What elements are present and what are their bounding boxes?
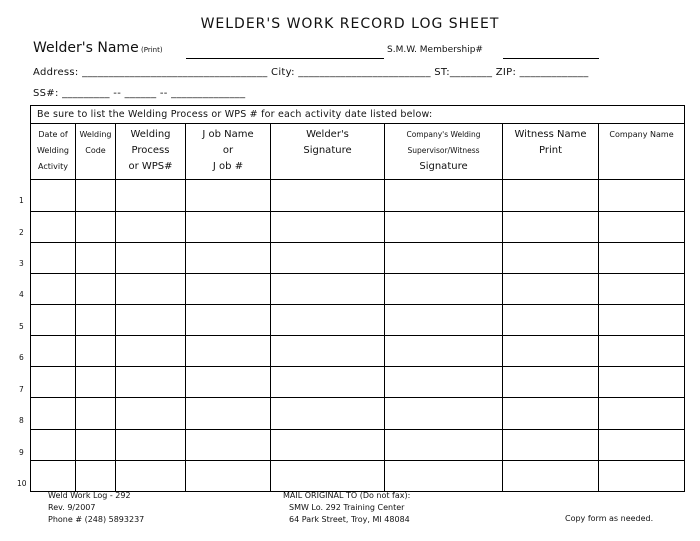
cell-company-name[interactable] bbox=[599, 180, 685, 211]
cell-job[interactable] bbox=[186, 398, 271, 429]
cell-job[interactable] bbox=[186, 305, 271, 336]
cell-job[interactable] bbox=[186, 336, 271, 367]
cell-supervisor-signature[interactable] bbox=[385, 429, 503, 460]
cell-job[interactable] bbox=[186, 211, 271, 242]
table-row bbox=[31, 242, 685, 273]
cell-process[interactable] bbox=[116, 211, 186, 242]
cell-process[interactable] bbox=[116, 460, 186, 491]
table-row bbox=[31, 273, 685, 304]
table-row bbox=[31, 336, 685, 367]
cell-witness-name[interactable] bbox=[503, 367, 599, 398]
row-number: 5 bbox=[19, 322, 24, 331]
cell-code[interactable] bbox=[76, 180, 116, 211]
cell-code[interactable] bbox=[76, 211, 116, 242]
cell-supervisor-signature[interactable] bbox=[385, 305, 503, 336]
cell-process[interactable] bbox=[116, 180, 186, 211]
cell-witness-name[interactable] bbox=[503, 273, 599, 304]
col-header-date: Date of Welding Activity bbox=[31, 124, 76, 180]
mail-recipient: SMW Lo. 292 Training Center bbox=[289, 503, 405, 512]
cell-witness-name[interactable] bbox=[503, 460, 599, 491]
table-row bbox=[31, 211, 685, 242]
ss-line[interactable]: SS#: _________ -- ______ -- ______________ bbox=[33, 88, 246, 99]
cell-code[interactable] bbox=[76, 429, 116, 460]
cell-welder-signature[interactable] bbox=[271, 429, 385, 460]
mail-instruction: MAIL ORIGINAL TO (Do not fax): bbox=[283, 491, 411, 500]
work-record-table bbox=[30, 105, 685, 492]
cell-process[interactable] bbox=[116, 242, 186, 273]
col-header-job: J ob Name or J ob # bbox=[186, 124, 271, 180]
cell-supervisor-signature[interactable] bbox=[385, 460, 503, 491]
cell-date[interactable] bbox=[31, 242, 76, 273]
cell-code[interactable] bbox=[76, 273, 116, 304]
table-row bbox=[31, 460, 685, 491]
col-header-supervisor-signature: Company's Welding Supervisor/Witness Signature bbox=[385, 124, 503, 180]
col-header-company-name: Company Name bbox=[599, 124, 685, 180]
cell-company-name[interactable] bbox=[599, 336, 685, 367]
row-number: 9 bbox=[19, 448, 24, 457]
cell-welder-signature[interactable] bbox=[271, 367, 385, 398]
cell-supervisor-signature[interactable] bbox=[385, 336, 503, 367]
row-number: 3 bbox=[19, 259, 24, 268]
cell-company-name[interactable] bbox=[599, 367, 685, 398]
cell-company-name[interactable] bbox=[599, 429, 685, 460]
form-title: WELDER'S WORK RECORD LOG SHEET bbox=[200, 16, 500, 32]
cell-company-name[interactable] bbox=[599, 398, 685, 429]
cell-job[interactable] bbox=[186, 242, 271, 273]
welder-name-label: Welder's Name bbox=[33, 40, 139, 56]
cell-welder-signature[interactable] bbox=[271, 460, 385, 491]
cell-company-name[interactable] bbox=[599, 460, 685, 491]
cell-welder-signature[interactable] bbox=[271, 242, 385, 273]
cell-company-name[interactable] bbox=[599, 305, 685, 336]
cell-code[interactable] bbox=[76, 398, 116, 429]
cell-welder-signature[interactable] bbox=[271, 305, 385, 336]
cell-process[interactable] bbox=[116, 429, 186, 460]
cell-date[interactable] bbox=[31, 273, 76, 304]
table-row bbox=[31, 305, 685, 336]
row-number: 8 bbox=[19, 416, 24, 425]
cell-code[interactable] bbox=[76, 242, 116, 273]
cell-welder-signature[interactable] bbox=[271, 336, 385, 367]
cell-process[interactable] bbox=[116, 398, 186, 429]
cell-date[interactable] bbox=[31, 429, 76, 460]
cell-company-name[interactable] bbox=[599, 242, 685, 273]
cell-supervisor-signature[interactable] bbox=[385, 211, 503, 242]
col-header-welder-signature: Welder's Signature bbox=[271, 124, 385, 180]
cell-witness-name[interactable] bbox=[503, 398, 599, 429]
row-number: 10 bbox=[17, 479, 27, 488]
table-row bbox=[31, 367, 685, 398]
col-header-witness-name: Witness Name Print bbox=[503, 124, 599, 180]
cell-supervisor-signature[interactable] bbox=[385, 273, 503, 304]
cell-process[interactable] bbox=[116, 336, 186, 367]
row-number: 1 bbox=[19, 196, 24, 205]
cell-welder-signature[interactable] bbox=[271, 211, 385, 242]
row-number: 6 bbox=[19, 353, 24, 362]
cell-code[interactable] bbox=[76, 336, 116, 367]
instruction-text: Be sure to list the Welding Process or WPS # for each activity date listed below: bbox=[31, 106, 685, 124]
cell-witness-name[interactable] bbox=[503, 336, 599, 367]
mail-address: 64 Park Street, Troy, MI 48084 bbox=[289, 515, 410, 524]
footer-left bbox=[48, 490, 144, 526]
smw-membership-label: S.M.W. Membership# bbox=[387, 45, 483, 55]
cell-job[interactable] bbox=[186, 180, 271, 211]
row-number: 7 bbox=[19, 385, 24, 394]
cell-code[interactable] bbox=[76, 305, 116, 336]
table-row bbox=[31, 398, 685, 429]
form-id: Weld Work Log - 292 bbox=[48, 491, 131, 500]
cell-company-name[interactable] bbox=[599, 273, 685, 304]
welder-name-field[interactable] bbox=[186, 58, 384, 59]
table-row bbox=[31, 180, 685, 211]
cell-job[interactable] bbox=[186, 429, 271, 460]
footer-mail bbox=[283, 490, 410, 526]
cell-date[interactable] bbox=[31, 305, 76, 336]
cell-job[interactable] bbox=[186, 460, 271, 491]
cell-process[interactable] bbox=[116, 367, 186, 398]
cell-date[interactable] bbox=[31, 367, 76, 398]
cell-date[interactable] bbox=[31, 336, 76, 367]
cell-welder-signature[interactable] bbox=[271, 273, 385, 304]
copy-note: Copy form as needed. bbox=[565, 514, 654, 523]
row-number: 2 bbox=[19, 228, 24, 237]
cell-supervisor-signature[interactable] bbox=[385, 367, 503, 398]
cell-witness-name[interactable] bbox=[503, 211, 599, 242]
cell-witness-name[interactable] bbox=[503, 429, 599, 460]
cell-code[interactable] bbox=[76, 460, 116, 491]
header-row bbox=[31, 124, 685, 180]
col-header-code: Welding Code bbox=[76, 124, 116, 180]
cell-witness-name[interactable] bbox=[503, 180, 599, 211]
cell-process[interactable] bbox=[116, 305, 186, 336]
address-line[interactable]: Address: ___________________________________ City: _________________________ ST:________ ZIP: _____________ bbox=[33, 67, 589, 78]
phone: Phone # (248) 5893237 bbox=[48, 515, 145, 524]
cell-company-name[interactable] bbox=[599, 211, 685, 242]
cell-date[interactable] bbox=[31, 180, 76, 211]
col-header-process: Welding Process or WPS# bbox=[116, 124, 186, 180]
cell-welder-signature[interactable] bbox=[271, 398, 385, 429]
row-number: 4 bbox=[19, 290, 24, 299]
cell-supervisor-signature[interactable] bbox=[385, 180, 503, 211]
table-row bbox=[31, 429, 685, 460]
cell-code[interactable] bbox=[76, 367, 116, 398]
cell-date[interactable] bbox=[31, 211, 76, 242]
cell-welder-signature[interactable] bbox=[271, 180, 385, 211]
cell-process[interactable] bbox=[116, 273, 186, 304]
smw-membership-field[interactable] bbox=[503, 58, 599, 59]
cell-witness-name[interactable] bbox=[503, 305, 599, 336]
revision: Rev. 9/2007 bbox=[48, 503, 96, 512]
cell-job[interactable] bbox=[186, 367, 271, 398]
cell-supervisor-signature[interactable] bbox=[385, 398, 503, 429]
cell-witness-name[interactable] bbox=[503, 242, 599, 273]
cell-date[interactable] bbox=[31, 460, 76, 491]
print-hint: (Print) bbox=[141, 46, 163, 54]
cell-job[interactable] bbox=[186, 273, 271, 304]
cell-supervisor-signature[interactable] bbox=[385, 242, 503, 273]
cell-date[interactable] bbox=[31, 398, 76, 429]
